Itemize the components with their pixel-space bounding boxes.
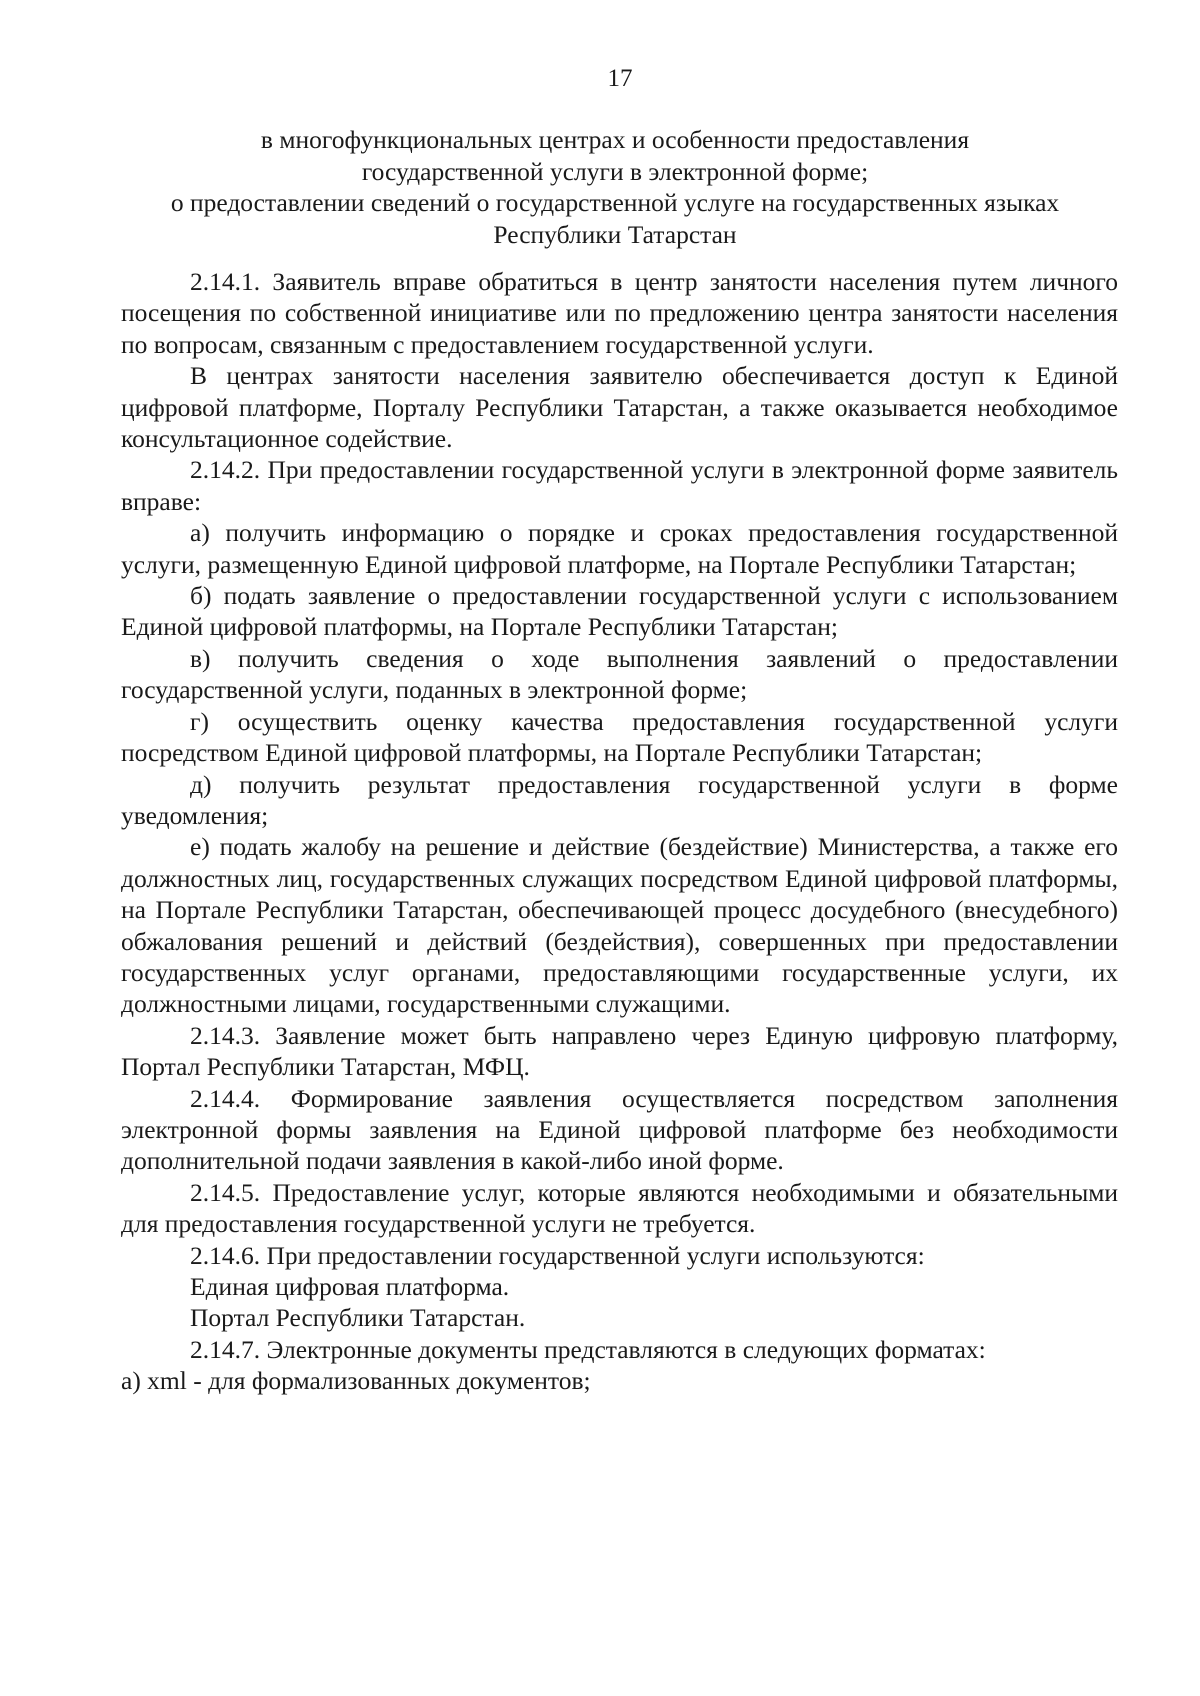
body-text <box>121 266 1118 1397</box>
paragraph-2-14-1: 2.14.1. Заявитель вправе обратиться в центр занятости населения путем личного посещения по собственной инициативе или по предложению центра занятости населения по вопросам, связанным с предоставлением государственной услуги. <box>121 267 1118 359</box>
list-item-e: е) подать жалобу на решение и действие (бездействие) Министерства, а также его должностных лиц, государственных служащих посредством Единой цифровой платформы, на Портале Республики Татарстан, обеспечивающей процесс досудебного (внесудебного) обжалования решений и действий (бездействия), совершенных при предоставлении государственных услуг органами, предоставляющими государственные услуги, их должностными лицами, государственными служащими. <box>121 832 1118 1019</box>
section-heading <box>110 124 1120 250</box>
paragraph-2-14-3: 2.14.3. Заявление может быть направлено через Единую цифровую платформу, Портал Республики Татарстан, МФЦ. <box>121 1020 1118 1082</box>
list-item-a: а) получить информацию о порядке и сроках предоставления государственной услуги, размещенную Единой цифровой платформе, на Портале Республики Татарстан; <box>121 518 1118 579</box>
paragraph-2-14-4: 2.14.4. Формирование заявления осуществляется посредством заполнения электронной формы заявления на Единой цифровой платформе без необходимости дополнительной подачи заявления в какой-либо иной форме. <box>121 1083 1118 1176</box>
paragraph-access: В центрах занятости населения заявителю обеспечивается доступ к Единой цифровой платформе, Порталу Республики Татарстан, а также оказывается необходимое консультационное содействие. <box>121 361 1118 454</box>
paragraph-2-14-7: 2.14.7. Электронные документы представляются в следующих форматах: <box>190 1334 986 1364</box>
list-item-v: в) получить сведения о ходе выполнения заявлений о предоставлении государственной услуги, поданных в электронной форме; <box>121 643 1118 705</box>
heading-line: о предоставлении сведений о государственной услуге на государственных языках <box>170 188 1060 217</box>
heading-line: государственной услуги в электронной форме; <box>361 156 869 186</box>
list-item-d: д) получить результат предоставления государственной услуги в форме уведомления; <box>121 769 1118 830</box>
page-number: 17 <box>607 65 633 92</box>
paragraph-2-14-2: 2.14.2. При предоставлении государственной услуги в электронной форме заявитель вправе: <box>121 455 1118 516</box>
heading-line: Республики Татарстан <box>493 219 737 249</box>
paragraph-2-14-5: 2.14.5. Предоставление услуг, которые являются необходимыми и обязательными для предоставления государственной услуги не требуется. <box>121 1177 1118 1239</box>
platform-item: Единая цифровая платформа. <box>190 1272 510 1301</box>
format-item-xml: а) xml - для формализованных документов; <box>121 1366 591 1396</box>
portal-item: Портал Республики Татарстан. <box>190 1303 526 1333</box>
list-item-g: г) осуществить оценку качества предоставления государственной услуги посредством Единой цифровой платформы, на Портале Республики Татарстан; <box>121 706 1118 768</box>
paragraph-2-14-6: 2.14.6. При предоставлении государственной услуги используются: <box>190 1240 925 1270</box>
heading-line: в многофункциональных центрах и особенности предоставления <box>260 125 970 154</box>
list-item-b: б) подать заявление о предоставлении государственной услуги с использованием Единой цифровой платформы, на Портале Республики Татарстан; <box>121 581 1118 642</box>
